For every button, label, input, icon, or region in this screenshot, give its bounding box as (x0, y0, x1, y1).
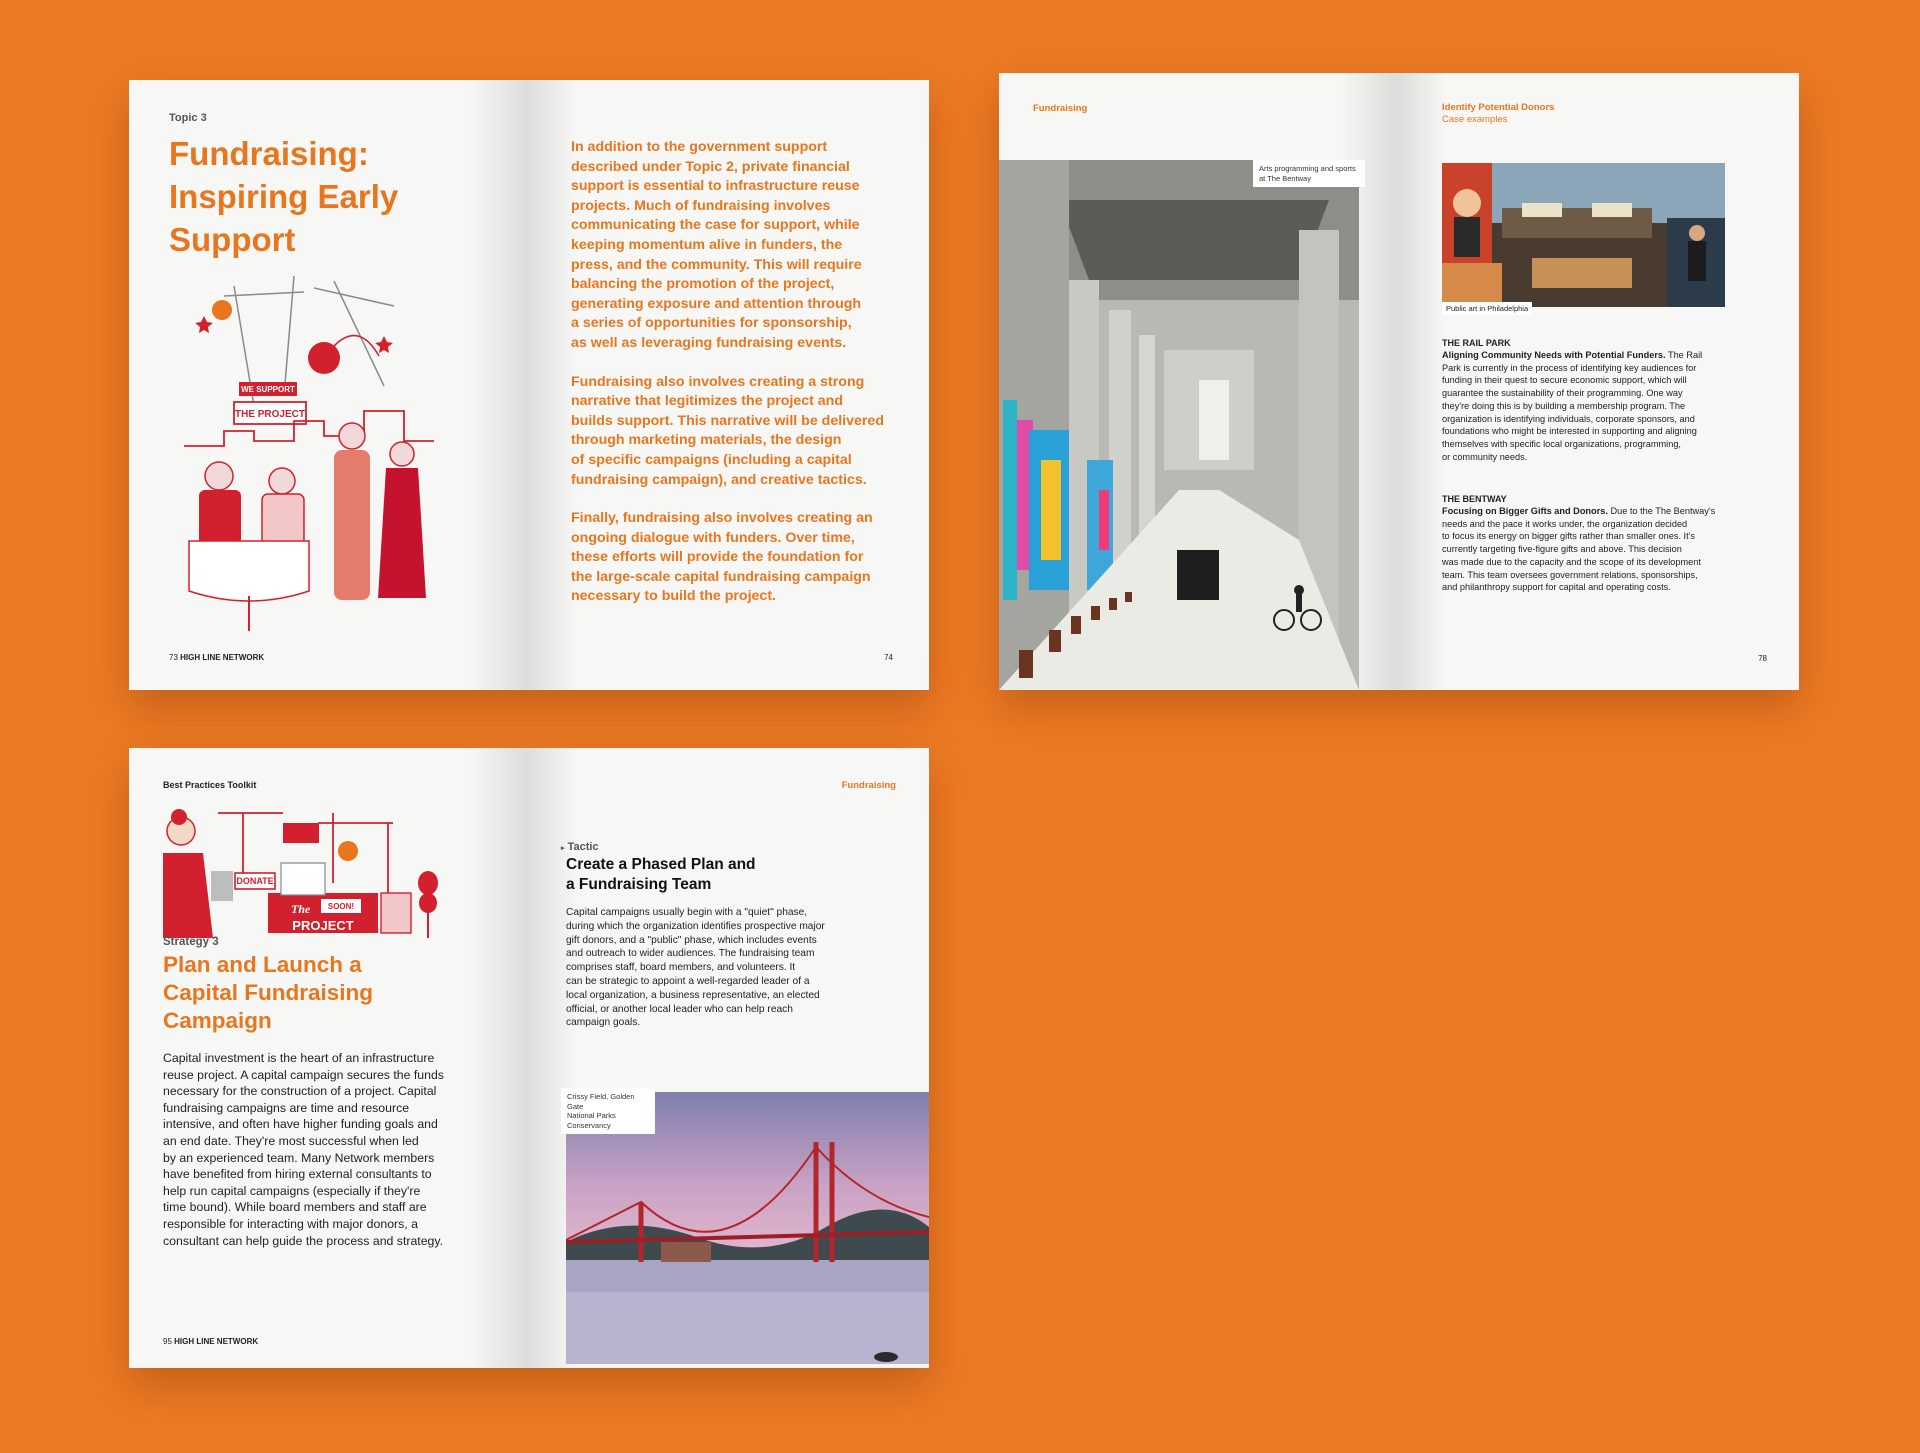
page-number: 73 (169, 653, 178, 662)
text-line: keeping momentum alive in funders, the (571, 236, 843, 253)
footer-left (169, 653, 264, 662)
text-line (1442, 505, 1742, 518)
text-line: Fundraising also involves creating a strong (571, 373, 865, 390)
title-line: Inspiring Early (169, 178, 399, 215)
text-line: press, and the community. This will require (571, 256, 862, 273)
text-line: to focus its energy on bigger gifts rather than smaller ones. It's (1442, 531, 1696, 542)
text-line: narrative that legitimizes the project and (571, 393, 843, 410)
paragraph-2 (571, 373, 911, 491)
title-line: Plan and Launch a (163, 952, 362, 977)
text-line: intensive, and often have higher funding goals and (163, 1117, 438, 1132)
text-span: Due to the The Bentway's (1607, 506, 1716, 516)
spread-capital-campaign (129, 748, 929, 1368)
page-number: 78 (1758, 654, 1767, 663)
case-bentway (1442, 494, 1742, 594)
text-line: support is essential to infrastructure reuse (571, 178, 860, 195)
gala-donors-illustration (184, 276, 434, 646)
text-line: official, or another local leader who can help reach (566, 1003, 793, 1015)
spread-case-examples (999, 73, 1799, 690)
text-line: builds support. This narrative will be delivered (571, 412, 884, 429)
donate-stall-illustration (163, 803, 443, 938)
case-body (1442, 505, 1742, 594)
sign-we-support: WE SUPPORT (241, 385, 295, 394)
text-line: consultant can help guide the process and strategy. (163, 1233, 444, 1248)
rail-park-photo (1442, 163, 1725, 307)
text-line: they're doing this is by building a membership program. The (1442, 400, 1686, 411)
text-span: The Rail (1665, 350, 1703, 360)
text-line: guarantee the sustainability of their programming. One way (1442, 388, 1683, 399)
text-line: through marketing materials, the design (571, 432, 842, 449)
text-line: foundations who might be interested in supporting and aligning (1442, 426, 1697, 437)
text-line: as well as leveraging fundraising events. (571, 334, 847, 351)
spread-fundraising-intro (129, 80, 929, 690)
right-page-tactic (529, 748, 929, 1368)
text-line: balancing the promotion of the project, (571, 276, 835, 293)
text-line: fundraising campaign), and creative tactics. (571, 471, 867, 488)
text-line: ongoing dialogue with funders. Over time, (571, 529, 855, 546)
text-line: Finally, fundraising also involves creating an (571, 510, 873, 527)
text-line: needs and the pace it works under, the organization decided (1442, 518, 1688, 529)
photo-caption (1253, 160, 1365, 187)
text-line: necessary for the construction of a project. Capital (163, 1084, 437, 1099)
title-line: Campaign (163, 1008, 272, 1033)
text-line: these efforts will provide the foundation for (571, 549, 864, 566)
intro-paragraphs (571, 138, 911, 607)
text-line: themselves with specific local organizations, programming, (1442, 438, 1681, 449)
text-line: gift donors, and a "public" phase, which includes events (566, 934, 817, 946)
section-header: Fundraising (841, 780, 896, 791)
arrow-right-icon: ▸ (561, 845, 565, 852)
tactic-label-row (561, 841, 599, 853)
text-line: during which the organization identifies prospective major (566, 920, 825, 932)
sign-the-project: THE PROJECT (234, 409, 306, 420)
text-line (1442, 349, 1742, 362)
topic-label: Topic 3 (169, 112, 207, 124)
text-line: team. This team oversees government relations, sponsorships, (1442, 569, 1698, 580)
page-number: 74 (884, 653, 893, 662)
text-line: funding in their quest to secure economic support, which will (1442, 375, 1687, 386)
page-title (163, 951, 373, 1035)
text-line: campaign goals. (566, 1017, 641, 1029)
title-line: Support (169, 221, 296, 258)
toolkit-label: Best Practices Toolkit (163, 780, 257, 790)
text-line: comprises staff, board members, and volunteers. It (566, 962, 796, 974)
text-line: and outreach to wider audiences. The fundraising team (566, 948, 815, 960)
text-line: or community needs. (1442, 451, 1528, 462)
sign-the: The (291, 902, 311, 916)
text-line: help run capital campaigns (especially if they're (163, 1183, 421, 1198)
case-title: THE RAIL PARK (1442, 338, 1511, 348)
text-line: the large-scale capital fundraising campaign (571, 568, 871, 585)
left-page-photo (999, 73, 1399, 690)
text-line: and philanthropy support for capital and operating costs. (1442, 582, 1671, 593)
text-line: have benefited from hiring external consultants to (163, 1167, 432, 1182)
text-line: necessary to build the project. (571, 588, 776, 605)
photo-caption (561, 1088, 655, 1134)
case-lead: Aligning Community Needs with Potential Funders. (1442, 350, 1666, 360)
text-line: local organization, a business representative, an elected (566, 989, 820, 1001)
page-title (169, 132, 398, 261)
tactic-body (566, 906, 886, 1030)
footer-brand: HIGH LINE NETWORK (180, 653, 265, 662)
case-rail-park (1442, 338, 1742, 463)
text-line: Park is currently in the process of identifying key audiences for (1442, 362, 1697, 373)
title-line: a Fundraising Team (566, 875, 712, 893)
right-page-74 (529, 80, 929, 690)
text-line: generating exposure and attention through (571, 295, 862, 312)
title-line: Capital Fundraising (163, 980, 374, 1005)
text-line: fundraising campaigns are time and resource (163, 1100, 410, 1115)
text-line: organization is identifying individuals, corporate sponsors, and (1442, 413, 1695, 424)
page-number: 95 (163, 1337, 172, 1346)
footer-left (163, 1337, 258, 1346)
sign-soon: SOON! (327, 902, 355, 911)
sign-project: PROJECT (292, 918, 354, 933)
text-line: described under Topic 2, private financial (571, 158, 850, 175)
caption-line: Arts programming and sports (1259, 164, 1356, 173)
strategy-body (163, 1050, 493, 1249)
sign-donate: DONATE (236, 876, 274, 886)
text-line: by an experienced team. Many Network members (163, 1150, 435, 1165)
section-header: Identify Potential Donors (1442, 102, 1555, 113)
section-header: Fundraising (1033, 103, 1088, 114)
left-page-95 (129, 748, 529, 1368)
tactic-label: Tactic (567, 841, 599, 853)
title-line: Fundraising: (169, 135, 369, 172)
paragraph-3 (571, 509, 911, 607)
case-body (1442, 349, 1742, 463)
caption-line: at The Bentway (1259, 173, 1311, 183)
text-line: communicating the case for support, while (571, 217, 860, 234)
bentway-photo (999, 160, 1359, 690)
text-line: In addition to the government support (571, 139, 828, 155)
caption-line: National Parks Conservancy (567, 1111, 616, 1130)
text-line: was made due to the capacity and the scope of its development (1442, 556, 1701, 567)
text-line: Capital campaigns usually begin with a "quiet" phase, (566, 907, 808, 918)
caption-line: Crissy Field, Golden Gate (567, 1092, 635, 1111)
footer-brand: HIGH LINE NETWORK (174, 1337, 259, 1346)
text-line: a series of opportunities for sponsorship, (571, 315, 852, 332)
photo-caption: Public art in Philadelphia (1442, 302, 1532, 315)
text-line: Capital investment is the heart of an infrastructure (163, 1051, 435, 1065)
text-line: responsible for interacting with major donors, a (163, 1216, 418, 1231)
left-page-73 (129, 80, 529, 690)
right-page-78 (1399, 73, 1799, 690)
text-line: currently targeting five-figure gifts and above. This decision (1442, 544, 1682, 555)
text-line: of specific campaigns (including a capital (571, 451, 852, 468)
tactic-title (566, 855, 756, 894)
text-line: an end date. They're most successful when led (163, 1133, 419, 1148)
section-subheader: Case examples (1442, 114, 1508, 125)
text-line: time bound). While board members and staff are (163, 1200, 427, 1215)
title-line: Create a Phased Plan and (566, 856, 756, 873)
case-lead: Focusing on Bigger Gifts and Donors. (1442, 506, 1608, 516)
text-line: projects. Much of fundraising involves (571, 197, 831, 214)
case-title: THE BENTWAY (1442, 494, 1507, 504)
text-line: can be strategic to appoint a well-regarded leader of a (566, 975, 810, 987)
text-line: reuse project. A capital campaign secures the funds (163, 1067, 444, 1082)
paragraph-1 (571, 138, 911, 354)
strategy-label: Strategy 3 (163, 936, 219, 948)
